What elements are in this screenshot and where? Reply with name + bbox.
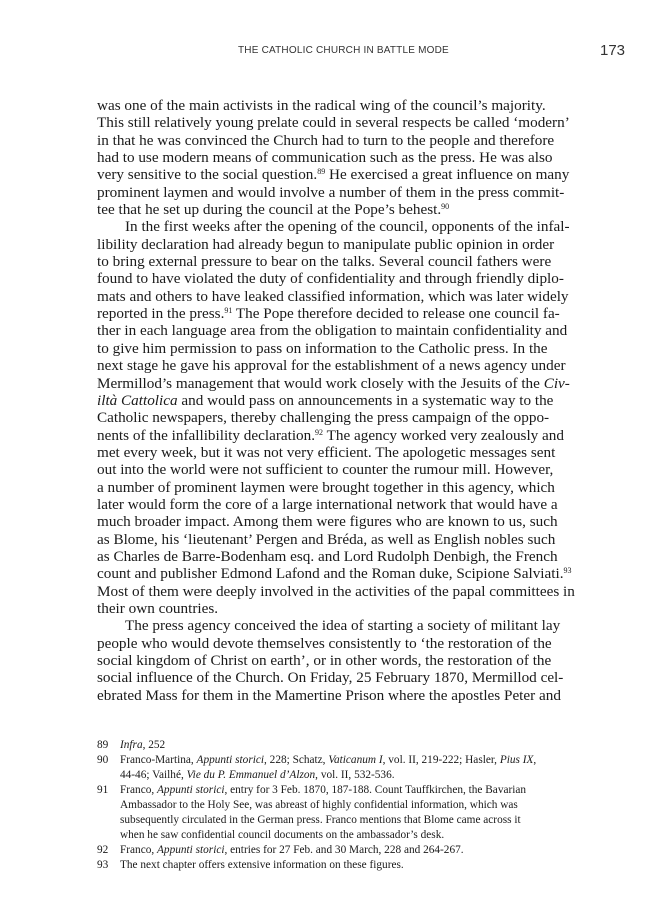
text-line: ther in each language area from the obligation to maintain confidentiality and <box>97 322 568 340</box>
text-line: out into the world were not sufficient to counter the rumour mill. However, <box>97 461 554 479</box>
text-line: much broader impact. Among them were figures who are known to us, such <box>97 513 558 531</box>
text-line: tee that he set up during the council at the Pope’s behest.$^{90}$ <box>97 201 450 219</box>
text-line: as Blome, his ‘lieutenant’ Pergen and Bréda, as well as English nobles such <box>97 530 556 548</box>
body-text <box>97 97 575 704</box>
text-line: people who would devote themselves consistently to ‘the restoration of the <box>97 634 552 652</box>
italic-text: Appunti storici <box>157 784 225 796</box>
paragraph <box>97 617 564 704</box>
text-line: nents of the infallibility declaration.$^{92}$ The agency worked very zealously and <box>97 426 564 444</box>
italic-text: Infra <box>120 739 143 751</box>
footnote-line: Ambassador to the Holy See, was abreast of highly confidential information, which was <box>120 799 518 811</box>
footnote-ref: 90 <box>441 202 450 212</box>
text-line: as Charles de Barre-Bodenham esq. and Lord Rudolph Denbigh, the French <box>97 547 558 565</box>
text-line: social kingdom of Christ on earth’, or in other words, the restoration of the <box>97 652 552 669</box>
footnote-number: 91 <box>97 784 109 796</box>
footnote <box>97 753 557 783</box>
text-line: Mermillod’s management that would work closely with the Jesuits of the Civ- <box>97 374 570 392</box>
footnote-number: 93 <box>97 859 109 871</box>
footnote <box>97 738 557 753</box>
text-line: a number of prominent laymen were brought together in this agency, which <box>97 478 555 496</box>
text-line: prominent laymen and would involve a number of them in the press commit- <box>97 183 565 201</box>
paragraph <box>97 97 570 219</box>
text-line: mats and others to have leaked classified information, which was later widely <box>97 287 569 305</box>
text-line: In the first weeks after the opening of the council, opponents of the infal- <box>125 218 570 236</box>
footnote-ref: 89 <box>317 167 326 177</box>
footnote-text <box>120 753 557 783</box>
text-line: Catholic newspapers, thereby challenging the press campaign of the oppo- <box>97 409 550 427</box>
footnote-number: 92 <box>97 844 109 856</box>
text-line: ebrated Mass for them in the Mamertine Prison where the apostles Peter and <box>97 686 561 704</box>
page-number: 173 <box>600 42 626 59</box>
text-line: social influence of the Church. On Friday, 25 February 1870, Mermillod cel- <box>97 669 564 687</box>
italic-text: Vaticanum I <box>328 754 383 766</box>
running-head: THE CATHOLIC CHURCH IN BATTLE MODE <box>238 45 449 56</box>
footnote-line: Franco-Martina, Appunti storici, 228; Schatz, Vaticanum I, vol. II, 219-222; Hasler, Pius IX, <box>120 754 537 766</box>
footnote-ref: 92 <box>315 427 324 437</box>
text-line: The press agency conceived the idea of starting a society of militant lay <box>125 617 561 635</box>
text-line: found to have violated the duty of confidentiality and through friendly diplo- <box>97 270 564 288</box>
text-line: very sensitive to the social question.$^{89}$ He exercised a great influence on many <box>97 166 570 184</box>
text-line: count and publisher Edmond Lafond and the Roman duke, Scipione Salviati.$^{93}$ <box>97 565 572 583</box>
italic-text: Civ- <box>543 374 570 392</box>
footnote <box>97 858 557 873</box>
paragraph <box>97 218 575 617</box>
text-line: This still relatively young prelate could in several respects be called ‘modern’ <box>97 114 570 132</box>
text-line: to bring external pressure to bear on the talks. Several council fathers were <box>97 253 552 271</box>
text-line: next stage he gave his approval for the establishment of a news agency under <box>97 357 566 375</box>
footnotes <box>97 738 557 873</box>
footnote-ref: 91 <box>224 306 233 316</box>
italic-text: Pius IX <box>499 754 534 766</box>
footnote-number: 89 <box>97 739 109 751</box>
footnote-line: subsequently circulated in the German press. Franco mentions that Blome came across it <box>120 814 521 826</box>
footnote-line: when he saw confidential council documents on the ambassador’s desk. <box>120 829 445 841</box>
text-line: in that he was convinced the Church had to turn to the people and therefore <box>97 131 555 149</box>
text-line: met every week, but it was not very efficient. The apologetic messages sent <box>97 443 556 461</box>
italic-text: Vie du P. Emmanuel d’Alzon <box>186 769 316 781</box>
text-line: Most of them were deeply involved in the activities of the papal committees in <box>97 582 575 600</box>
footnote-line: Franco, Appunti storici, entry for 3 Feb. 1870, 187-188. Count Tauffkirchen, the Bavarian <box>120 784 527 796</box>
footnote-text <box>120 858 557 873</box>
footnote-text <box>120 738 557 753</box>
footnote-text <box>120 843 557 858</box>
footnote <box>97 783 557 843</box>
footnote <box>97 843 557 858</box>
footnote-ref: 93 <box>563 566 572 576</box>
text-line: was one of the main activists in the radical wing of the council’s majority. <box>97 97 546 114</box>
footnote-line: 44-46; Vailhé, Vie du P. Emmanuel d’Alzon, vol. II, 532-536. <box>120 769 395 781</box>
text-line: reported in the press.$^{91}$ The Pope therefore decided to release one council fa- <box>97 305 560 323</box>
italic-text: Appunti storici <box>157 844 225 856</box>
italic-text: Appunti storici <box>196 754 265 766</box>
italic-text: iltà Cattolica <box>97 391 178 409</box>
footnote-line: Franco, Appunti storici, entries for 27 Feb. and 30 March, 228 and 264-267. <box>120 844 464 856</box>
footnote-line: The next chapter offers extensive information on these figures. <box>120 859 404 871</box>
text-line: iltà Cattolica and would pass on announcements in a systematic way to the <box>97 391 554 409</box>
text-line: later would form the core of a large international network that would have a <box>97 495 558 513</box>
footnote-line: Infra, 252 <box>120 739 166 751</box>
footnote-text <box>120 783 557 843</box>
footnote-number: 90 <box>97 754 109 766</box>
text-line: to give him permission to pass on information to the Catholic press. In the <box>97 339 548 357</box>
text-line: libility declaration had already begun to manipulate public opinion in order <box>97 235 555 253</box>
text-line: their own countries. <box>97 599 219 617</box>
text-line: had to use modern means of communication such as the press. He was also <box>97 149 553 167</box>
